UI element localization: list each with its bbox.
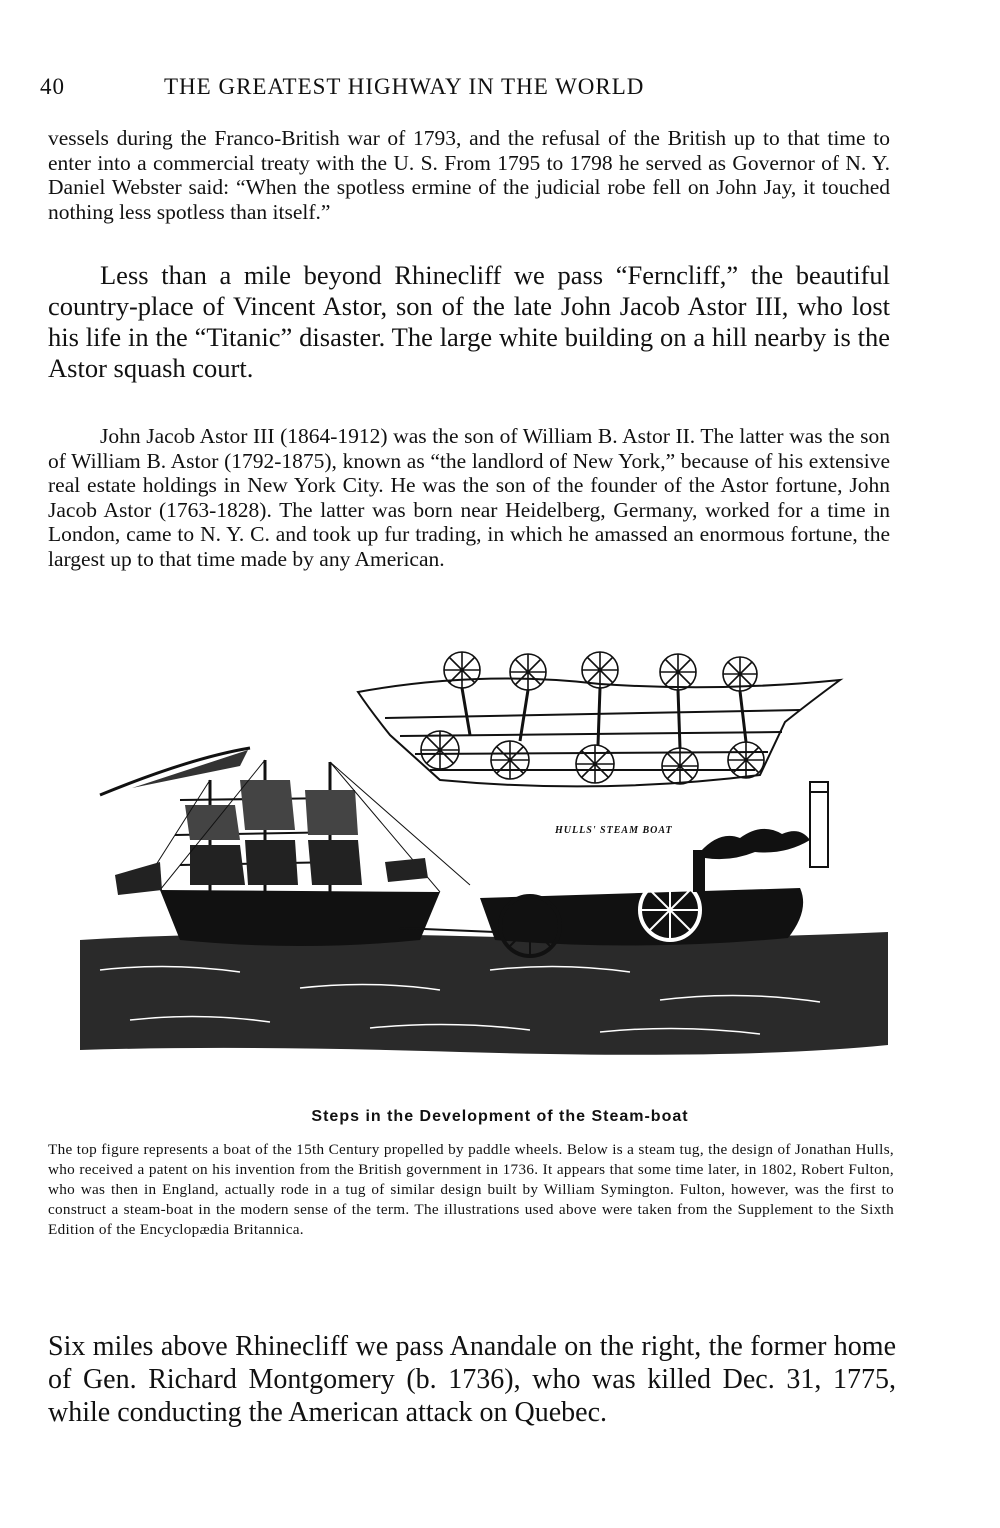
running-title: THE GREATEST HIGHWAY IN THE WORLD — [164, 74, 645, 99]
page-number: 40 — [40, 74, 65, 99]
engraving-illustration — [40, 640, 890, 1110]
paragraph-anandale: Six miles above Rhinecliff we pass Anandale on the right, the former home of Gen. Richard Montgomery (b. 1736), who was killed Dec. 31, 1775, while conducting the American attack on Quebec. — [48, 1331, 896, 1428]
paragraph-astor-family: John Jacob Astor III (1864-1912) was the son of William B. Astor II. The latter was the son of William B. Astor (1792-1875), known as “the landlord of New York,” because of his extensive real estate holdings in New York City. He was the son of the founder of the Astor fortune, John Jacob Astor (1763-1828). The latter was born near Heidelberg, Germany, worked for a time in London, came to N. Y. C. and took up fur trading, in which he amassed an enormous fortune, the largest up to that time made by any American. — [48, 424, 890, 571]
engraving-label: HULLS' STEAM BOAT — [555, 825, 673, 836]
figure-caption-title: Steps in the Development of the Steam-boat — [311, 1108, 689, 1125]
paddle-boat-drawing — [358, 652, 840, 786]
paragraph-ferncliff: Less than a mile beyond Rhinecliff we pass “Ferncliff,” the beautiful country-place of Vincent Astor, son of the late John Jacob Astor III, who lost his life in the “Titanic” disaster. The large white building on a hill nearby is the Astor squash court. — [48, 260, 890, 383]
sea-drawing — [80, 932, 888, 1055]
page-header — [40, 74, 920, 110]
steamboat-engraving — [40, 640, 890, 1110]
paragraph-john-jay: vessels during the Franco-British war of 1793, and the refusal of the British up to that time to enter into a commercial treaty with the U. S. From 1795 to 1798 he served as Governor of N. Y. Daniel Webster said: “When the spotless ermine of the judicial robe fell on John Jay, it touched nothing less spotless than itself.” — [48, 126, 890, 224]
figure-caption-text: The top figure represents a boat of the 15th Century propelled by paddle wheels. Below is a steam tug, the design of Jonathan Hulls, who received a patent on his invention from the British government in 1736. It appears that some time later, in 1802, Robert Fulton, who was then in England, actually rode in a tug of similar design built by William Symington. Fulton, however, was the first to construct a steam-boat in the modern sense of the term. The illustrations used above were taken from the Supplement to the Sixth Edition of the Encyclopædia Britannica. — [48, 1141, 894, 1238]
steam-tug-drawing — [400, 782, 828, 956]
sailing-ship-drawing — [100, 748, 470, 946]
